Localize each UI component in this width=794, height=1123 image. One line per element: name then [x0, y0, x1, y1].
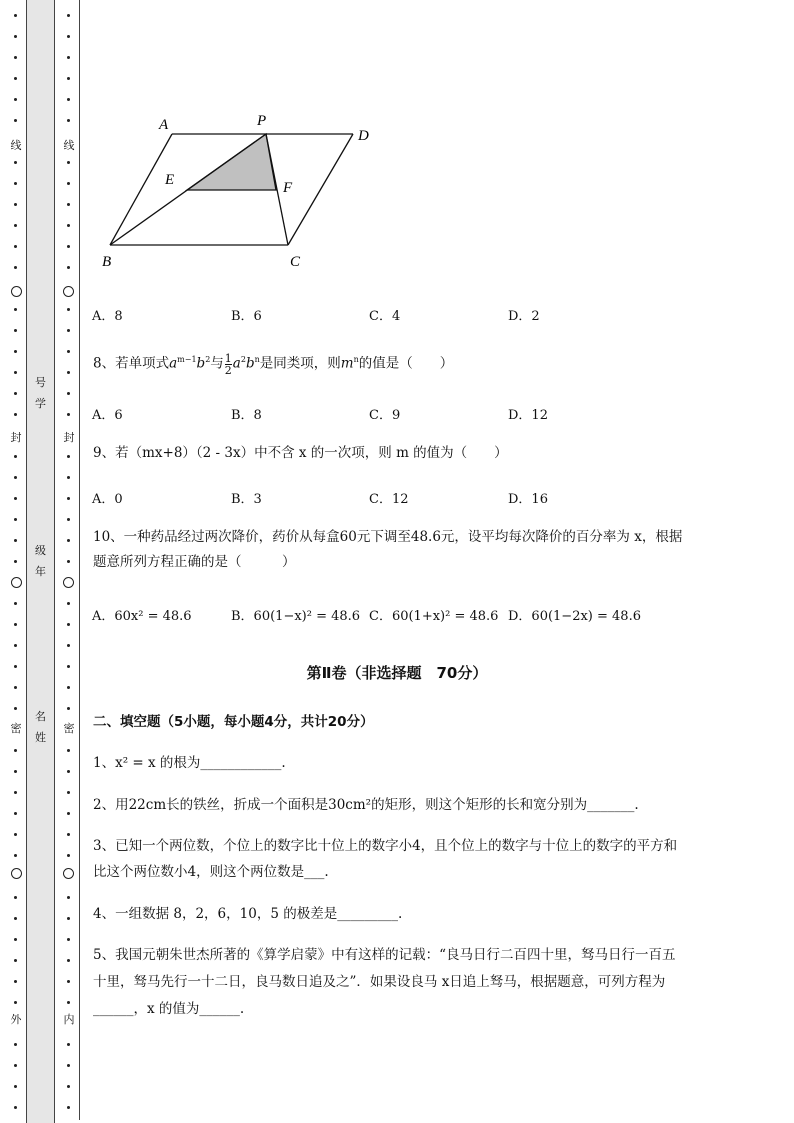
binding-label: 外: [10, 1013, 22, 1026]
point-label-a: A: [159, 117, 169, 133]
binding-dot: [67, 329, 70, 332]
binding-dot: [67, 1064, 70, 1067]
question-8: 8、若单项式$a^{m-1}b^2$与 $\frac{1}{2}$ $a^2b^n$是同类项，则$m^n$的值是（ ）: [93, 351, 454, 377]
point-label-f: F: [283, 180, 293, 196]
binding-dot: [14, 308, 17, 311]
section-2-title: 第Ⅱ卷（非选择题 70分）: [306, 664, 488, 682]
binding-dot: [67, 308, 70, 311]
binding-dot: [14, 938, 17, 941]
binding-dot: [14, 14, 17, 17]
binding-dot: [14, 917, 17, 920]
binding-dot: [14, 1106, 17, 1109]
binding-dot: [67, 203, 70, 206]
binding-circle: [11, 286, 22, 297]
fill-question-5-line-2: 十里，驽马先行一十二日，良马数日追及之”．如果设良马 x日追上驽马，根据题意，可列方程为: [93, 974, 666, 990]
point-label-d: D: [358, 128, 369, 144]
q10-option-b: B．60(1−x)² = 48.6: [231, 609, 361, 624]
binding-dot: [67, 539, 70, 542]
fill-question-5-line-3: ______，x 的值为______.: [93, 1001, 245, 1017]
binding-dot: [14, 266, 17, 269]
binding-dot: [67, 812, 70, 815]
binding-label: 封: [63, 431, 75, 444]
binding-dot: [14, 1085, 17, 1088]
binding-dot: [14, 56, 17, 59]
fraction-one-half: $\frac{1}{2}$: [224, 351, 232, 377]
binding-dot: [14, 812, 17, 815]
binding-dot: [67, 497, 70, 500]
binding-dot: [14, 161, 17, 164]
q10-option-c: C．60(1+x)² = 48.6: [369, 609, 499, 624]
binding-dot: [67, 14, 70, 17]
binding-dot: [14, 329, 17, 332]
binding-dot: [14, 707, 17, 710]
point-label-c: C: [290, 254, 301, 270]
binding-dot: [14, 518, 17, 521]
binding-dot: [14, 749, 17, 752]
binding-dot: [67, 56, 70, 59]
q9-option-c: C．12: [369, 492, 409, 507]
q7-option-a: A．8: [92, 309, 123, 324]
q8-option-a: A．6: [92, 408, 123, 423]
binding-dot: [14, 560, 17, 563]
binding-dot: [14, 476, 17, 479]
question-10-line-1: 10、一种药品经过两次降价，药价从每盒60元下调至48.6元，设平均每次降价的百分率为 x，根据: [93, 529, 683, 545]
fill-question-3-line-1: 3、已知一个两位数，个位上的数字比十位上的数字小4，且个位上的数字与十位上的数字的平方和: [93, 838, 678, 854]
binding-dot: [67, 686, 70, 689]
parallelogram-figure: [95, 108, 385, 278]
q7-option-d: D．2: [508, 309, 540, 324]
point-label-p: P: [257, 113, 267, 129]
binding-dot: [67, 749, 70, 752]
binding-dot: [14, 35, 17, 38]
binding-dot: [14, 854, 17, 857]
binding-circle: [63, 868, 74, 879]
point-label-e: E: [165, 172, 175, 188]
binding-label: 密: [10, 722, 22, 735]
fill-question-1: 1、x² = x 的根为____________.: [93, 755, 286, 771]
binding-dot: [14, 371, 17, 374]
binding-dot: [14, 203, 17, 206]
binding-dot: [67, 1001, 70, 1004]
binding-dot: [14, 1043, 17, 1046]
strip-label-hao: 号: [35, 376, 46, 389]
binding-dot: [14, 119, 17, 122]
binding-circle: [11, 868, 22, 879]
fill-question-5-line-1: 5、我国元朝朱世杰所著的《算学启蒙》中有这样的记载：“良马日行二百四十里，驽马日行一百五: [93, 947, 676, 963]
binding-dot: [14, 98, 17, 101]
q9-option-b: B．3: [231, 492, 262, 507]
binding-label: 线: [63, 139, 75, 152]
binding-dot: [14, 245, 17, 248]
binding-dot: [67, 1085, 70, 1088]
binding-dot: [67, 119, 70, 122]
binding-dot: [14, 644, 17, 647]
fill-question-3-line-2: 比这个两位数小4，则这个两位数是___.: [93, 864, 329, 880]
binding-dot: [14, 455, 17, 458]
binding-dot: [14, 833, 17, 836]
binding-dot: [14, 896, 17, 899]
binding-dot: [14, 686, 17, 689]
binding-dot: [67, 224, 70, 227]
binding-dot: [67, 1106, 70, 1109]
binding-dot: [67, 371, 70, 374]
binding-dot: [14, 413, 17, 416]
binding-dot: [67, 518, 70, 521]
binding-dot: [14, 182, 17, 185]
binding-circle: [63, 286, 74, 297]
binding-dot: [67, 644, 70, 647]
binding-dot: [67, 602, 70, 605]
strip-label-xue: 学: [35, 397, 46, 410]
binding-dot: [14, 770, 17, 773]
binding-dot: [14, 77, 17, 80]
binding-dot: [14, 539, 17, 542]
binding-label: 密: [63, 722, 75, 735]
binding-dot: [67, 560, 70, 563]
binding-label: 内: [63, 1013, 75, 1026]
binding-label: 线: [10, 139, 22, 152]
strip-label-ji: 级: [35, 544, 46, 557]
binding-dot: [67, 1043, 70, 1046]
binding-dot: [14, 980, 17, 983]
inner-binding-margin: [59, 0, 80, 1120]
student-info-strip: [26, 0, 55, 1123]
fill-question-4: 4、一组数据 8，2，6，10，5 的极差是_________.: [93, 906, 403, 922]
binding-dot: [67, 413, 70, 416]
binding-dot: [14, 959, 17, 962]
binding-circle: [63, 577, 74, 588]
strip-label-nian: 年: [35, 565, 46, 578]
binding-dot: [67, 350, 70, 353]
q8-option-d: D．12: [508, 408, 548, 423]
binding-dot: [67, 476, 70, 479]
q8-option-c: C．9: [369, 408, 401, 423]
binding-dot: [67, 833, 70, 836]
binding-dot: [67, 896, 70, 899]
binding-dot: [67, 77, 70, 80]
question-10-line-2: 题意所列方程正确的是（ ）: [93, 554, 296, 570]
binding-dot: [67, 98, 70, 101]
binding-dot: [67, 959, 70, 962]
binding-dot: [67, 392, 70, 395]
binding-dot: [67, 938, 70, 941]
binding-dot: [67, 245, 70, 248]
strip-label-xing: 姓: [35, 731, 46, 744]
binding-dot: [67, 770, 70, 773]
q10-option-a: A．60x² = 48.6: [92, 609, 192, 624]
q10-option-d: D．60(1−2x) = 48.6: [508, 609, 641, 624]
binding-dot: [14, 1064, 17, 1067]
binding-dot: [67, 980, 70, 983]
binding-dot: [67, 854, 70, 857]
q7-option-c: C．4: [369, 309, 401, 324]
binding-dot: [14, 623, 17, 626]
binding-dot: [14, 224, 17, 227]
binding-dot: [14, 1001, 17, 1004]
binding-dot: [67, 182, 70, 185]
fill-question-2: 2、用22cm长的铁丝，折成一个面积是30cm²的矩形，则这个矩形的长和宽分别为_______.: [93, 797, 639, 813]
binding-dot: [14, 602, 17, 605]
q7-option-b: B．6: [231, 309, 262, 324]
binding-dot: [67, 623, 70, 626]
question-9: 9、若（mx+8）（2 - 3x）中不含 x 的一次项，则 m 的值为（ ）: [93, 445, 508, 461]
q9-option-d: D．16: [508, 492, 548, 507]
binding-dot: [14, 791, 17, 794]
outer-binding-margin: [8, 0, 24, 1123]
q8-option-b: B．8: [231, 408, 262, 423]
binding-dot: [67, 161, 70, 164]
binding-dot: [67, 917, 70, 920]
q9-option-a: A．0: [92, 492, 123, 507]
binding-label: 封: [10, 431, 22, 444]
shaded-triangle-epf: [187, 134, 276, 190]
strip-label-ming: 名: [35, 710, 46, 723]
binding-dot: [67, 455, 70, 458]
binding-dot: [67, 791, 70, 794]
binding-circle: [11, 577, 22, 588]
binding-dot: [14, 392, 17, 395]
section-2-subtitle: 二、填空题（5小题，每小题4分，共计20分）: [93, 714, 374, 730]
binding-dot: [67, 35, 70, 38]
binding-dot: [14, 497, 17, 500]
point-label-b: B: [102, 254, 112, 270]
binding-dot: [67, 707, 70, 710]
binding-dot: [67, 266, 70, 269]
binding-dot: [14, 350, 17, 353]
